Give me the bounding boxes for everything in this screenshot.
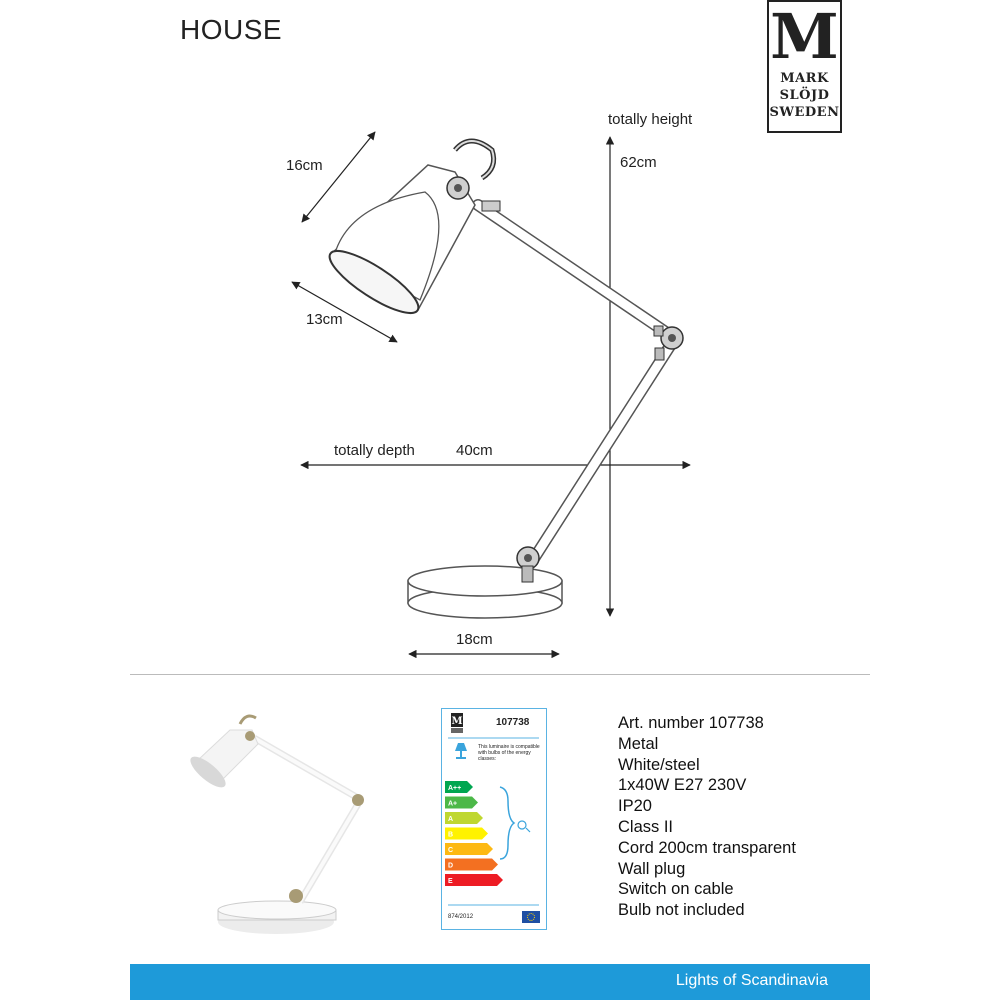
logo-letter: M [770,0,839,73]
footer-tagline: Lights of Scandinavia [675,972,828,989]
spec-line: White/steel [618,755,700,774]
spec-line: Bulb not included [618,901,745,920]
height-value: 62cm [620,154,657,171]
energy-class-bars [445,781,503,886]
energy-compat-text: This luminaire is compatible with bulbs of the energy classes: [478,744,540,762]
energy-class-label: D [448,862,454,870]
energy-article-number: 107738 [496,717,530,728]
shade-diameter-label: 13cm [306,311,343,328]
energy-class-label: A++ [448,785,462,792]
bulb-icon [518,821,526,829]
lamp-shade [322,141,500,323]
spec-line: Switch on cable [618,880,734,899]
energy-class-bar [445,874,503,886]
energy-bracket [500,787,514,859]
eu-flag-icon [522,911,540,923]
spec-line: Wall plug [618,859,686,878]
spec-line: IP20 [618,797,652,816]
logo-line-2: SLÖJD [779,88,830,103]
spec-line: Art. number 107738 [618,714,764,732]
energy-label [441,708,547,930]
energy-class-label: B [448,831,454,839]
spec-line: Class II [618,817,674,836]
base-diameter-label: 18cm [456,631,493,648]
section-divider [130,674,870,675]
energy-regulation: 874/2012 [448,914,474,920]
energy-class-label: E [448,878,453,885]
lamp-lower-arm [517,346,670,582]
spec-line: Metal [618,734,659,753]
lamp-upper-arm [478,205,683,360]
spec-line: 1x40W E27 230V [618,776,747,795]
energy-class-label: A [448,816,454,823]
spec-line: Cord 200cm transparent [618,838,796,857]
depth-value: 40cm [456,442,493,459]
logo-line-1: MARK [780,71,829,86]
product-photo [180,700,390,940]
lamp-base [408,566,562,618]
bulb-lamp-icon [455,743,467,751]
shade-length-label: 16cm [286,157,323,174]
footer-bar [130,964,870,1000]
product-title: HOUSE [180,14,283,45]
height-caption: totally height [608,111,693,128]
spec-list [618,713,796,921]
energy-label-graphic [442,709,545,928]
energy-class-label: C [448,847,454,854]
shade-length-line [302,132,375,222]
energy-class-label: A+ [448,800,458,808]
energy-logo-mark: M [451,716,463,727]
logo-line-3: SWEDEN [769,105,840,120]
depth-caption: totally depth [334,442,415,459]
